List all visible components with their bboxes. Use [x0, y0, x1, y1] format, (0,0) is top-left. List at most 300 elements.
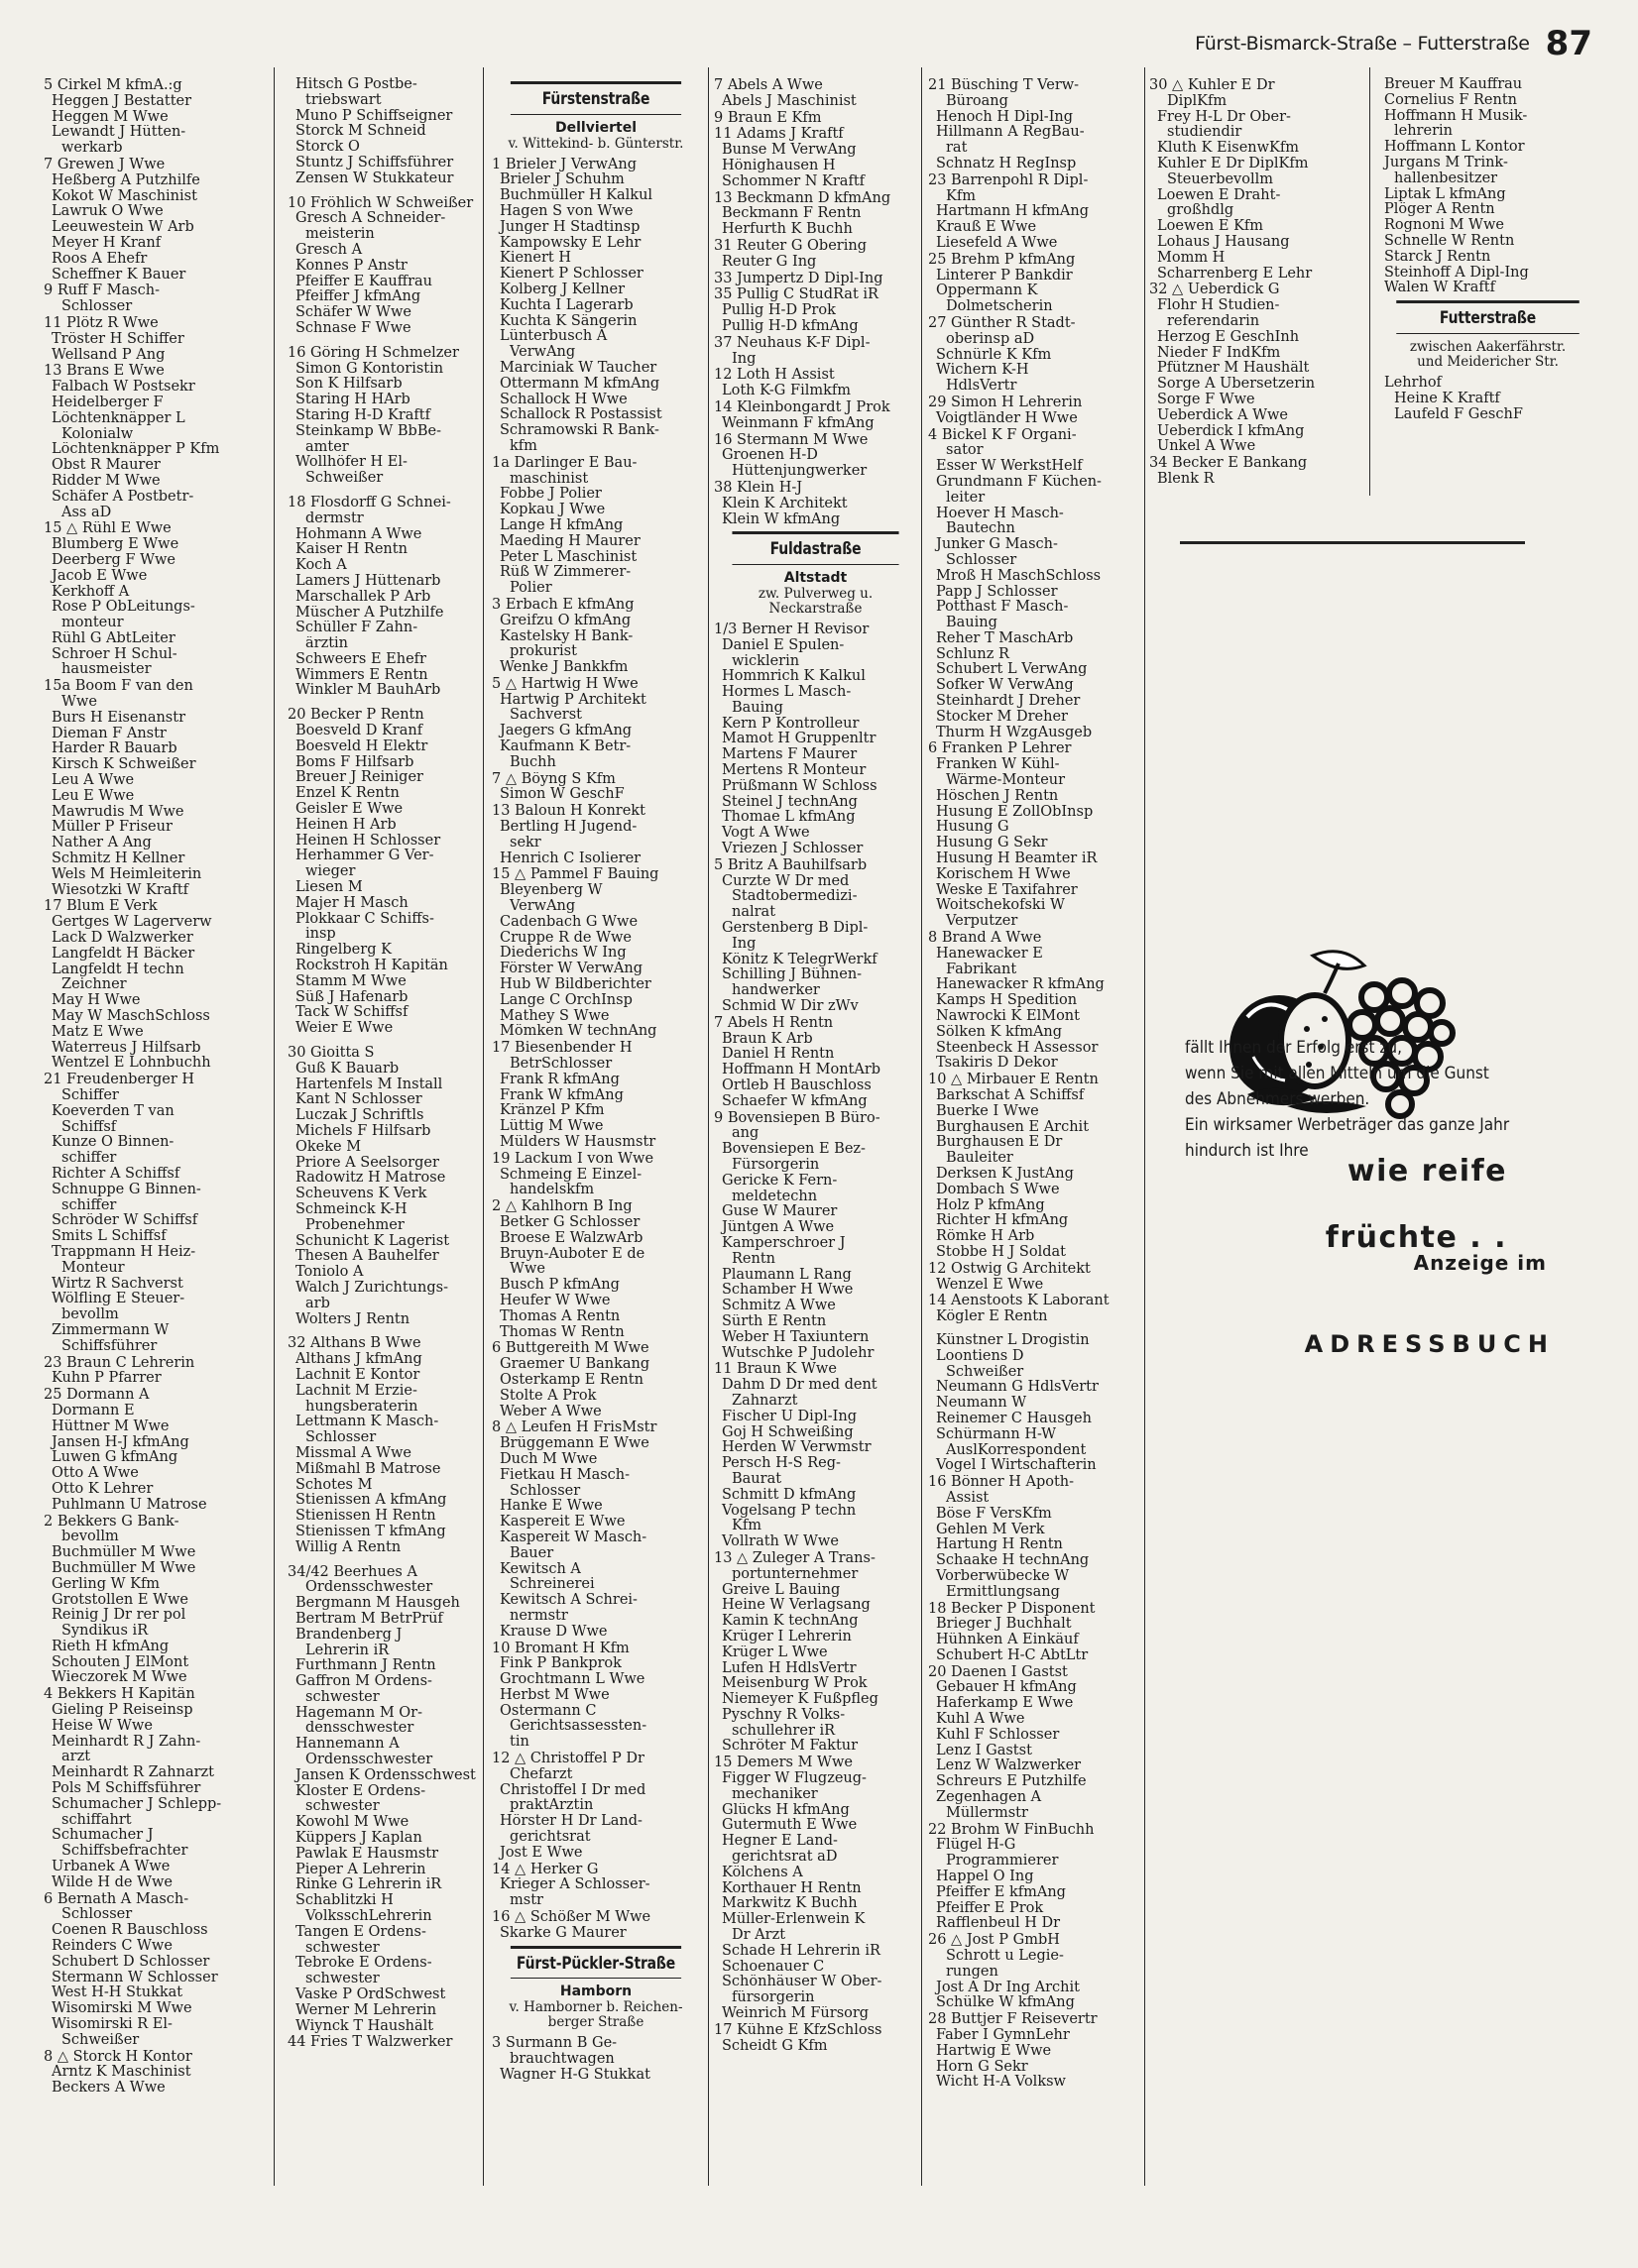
directory-entry: Böse F VersKfm	[936, 1506, 1052, 1522]
directory-entry: 12 Ostwig G Architekt	[928, 1261, 1091, 1277]
directory-entry: 25 Dormann A	[44, 1388, 150, 1404]
directory-entry: Schweißer	[305, 471, 384, 487]
directory-entry	[288, 1556, 481, 1564]
directory-entry: 33 Jumpertz D Dipl-Ing	[714, 271, 883, 286]
directory-entry: Greive L Bauing	[722, 1582, 841, 1598]
directory-entry: Sorge A Übersetzerin	[1157, 377, 1316, 393]
directory-entry: Schlunz R	[936, 646, 1009, 662]
directory-entry: VolksschLehrerin	[305, 1909, 432, 1925]
directory-entry: Kloster E Ordens-	[295, 1783, 426, 1799]
directory-entry: Kowohl M Wwe	[295, 1815, 410, 1831]
directory-entry: Kienert P Schlosser	[500, 267, 644, 283]
directory-entry: meldetechn	[732, 1189, 818, 1204]
directory-entry: Pawlak E Hausmstr	[295, 1846, 439, 1862]
directory-entry: Zimmermann W	[52, 1322, 170, 1338]
directory-entry: großhdlg	[1167, 203, 1234, 219]
directory-entry: Buchmüller M Wwe	[52, 1545, 196, 1561]
directory-entry: Storck M Schneid	[295, 124, 426, 140]
directory-entry: Leeuwestein W Arb	[52, 220, 194, 236]
directory-entry: Schmid W Dir zWv	[722, 999, 859, 1015]
directory-entry: Nieder F IndKfm	[1157, 345, 1281, 361]
directory-entry: Bunse M VerwAng	[722, 143, 857, 159]
directory-entry: Esser W WerkstHelf	[936, 459, 1083, 475]
directory-entry: Schramowski R Bank-	[500, 423, 659, 439]
directory-entry: Schreurs E Putzhilfe	[936, 1774, 1087, 1790]
directory-entry: 6 Franken P Lehrer	[928, 741, 1072, 757]
street-range: v. Hamborner b. Reichen- berger Straße	[509, 1999, 683, 2031]
directory-entry: prokurist	[510, 644, 577, 660]
directory-entry: Schablitzki H	[295, 1893, 394, 1909]
directory-entry: Franken W Kühl-	[936, 757, 1060, 773]
directory-entry: Muno P Schiffseigner	[295, 108, 453, 124]
directory-entry: Tangen E Ordens-	[295, 1924, 426, 1940]
directory-entry: Herzog E GeschInh	[1157, 329, 1300, 345]
directory-entry: Büroang	[946, 93, 1008, 109]
directory-entry: Gehlen M Verk	[936, 1522, 1045, 1537]
directory-entry: Husung H Beamter iR	[936, 851, 1098, 867]
directory-entry: Broese E WalzwArb	[500, 1230, 644, 1246]
directory-entry: Jansen H-J kfmAng	[52, 1434, 189, 1450]
directory-entry: nalrat	[732, 905, 776, 921]
directory-entry: Dormann E	[52, 1403, 135, 1418]
directory-entry: Lamers J Hüttenarb	[295, 573, 441, 589]
directory-entry: Persch H-S Reg-	[722, 1456, 841, 1472]
directory-entry: Hannemann A	[295, 1737, 400, 1753]
directory-entry: rungen	[946, 1964, 998, 1980]
directory-entry: Nather A Ang	[52, 836, 152, 851]
directory-entry: Hartung H Rentn	[936, 1537, 1063, 1553]
directory-entry: Kaufmann K Betr-	[500, 739, 632, 755]
directory-entry: Hanke E Wwe	[500, 1499, 603, 1515]
directory-entry: 12 △ Christoffel P Dr	[492, 1752, 644, 1767]
directory-entry: 2 Bekkers G Bank-	[44, 1514, 179, 1530]
directory-entry: Fischer U Dipl-Ing	[722, 1409, 857, 1424]
directory-entry: Jost E Wwe	[500, 1845, 583, 1861]
directory-entry: Reinemer C Hausgeh	[936, 1411, 1092, 1426]
directory-entry: Ass aD	[61, 505, 112, 520]
directory-entry: Staring H HArb	[295, 393, 410, 408]
directory-entry: Schubert D Schlosser	[52, 1954, 210, 1970]
directory-entry: 1a Darlinger E Bau-	[492, 455, 638, 471]
directory-entry: Brandenberg J	[295, 1627, 403, 1643]
directory-entry: Graemer U Bankang	[500, 1357, 650, 1373]
directory-entry: Osterkamp E Rentn	[500, 1372, 644, 1388]
directory-entry: 25 Brehm P kfmAng	[928, 252, 1076, 268]
directory-entry: rat	[946, 141, 968, 157]
directory-entry: Wisomirski R El-	[52, 2017, 173, 2033]
directory-entry: Schlosser	[61, 299, 133, 315]
directory-entry: arzt	[61, 1750, 91, 1765]
directory-entry: Smits L Schiffsf	[52, 1229, 167, 1245]
directory-entry: Rühl G AbtLeiter	[52, 630, 176, 646]
directory-entry: Hühnken A Einkäuf	[936, 1633, 1079, 1648]
directory-entry: 21 Büsching T Verw-	[928, 78, 1080, 93]
directory-entry: hausmeister	[61, 662, 152, 678]
district-label: Dellviertel	[554, 119, 638, 136]
directory-entry: 6 Bernath A Masch-	[44, 1891, 189, 1907]
directory-entry: Langfeldt H techn	[52, 962, 184, 977]
directory-entry: Hüttenjungwerker	[732, 464, 868, 480]
street-heading-block	[714, 531, 917, 617]
directory-entry: brauchtwagen	[510, 2052, 615, 2068]
directory-entry: Harder R Bauarb	[52, 741, 177, 757]
directory-entry: Guß K Bauarb	[295, 1061, 400, 1077]
directory-entry: 8 Brand A Wwe	[928, 931, 1042, 947]
directory-entry: Steinhoff A Dipl-Ing	[1384, 265, 1529, 281]
directory-entry: arb	[305, 1296, 330, 1311]
directory-entry: Jaegers G kfmAng	[500, 724, 633, 739]
directory-entry: Haferkamp E Wwe	[936, 1696, 1074, 1712]
directory-entry: Linterer P Bankdir	[936, 268, 1073, 284]
directory-entry: DiplKfm	[1167, 93, 1228, 109]
directory-entry: Kölchens A	[722, 1865, 803, 1880]
directory-entry: Kamin K technAng	[722, 1614, 859, 1630]
directory-entry: Höschen J Rentn	[936, 788, 1059, 804]
directory-entry: Tsakiris D Dekor	[936, 1056, 1058, 1072]
directory-entry: Heggen M Wwe	[52, 109, 169, 125]
directory-entry: Heine K Kraftf	[1394, 391, 1500, 406]
directory-entry: Ordensschwester	[305, 1580, 433, 1596]
directory-entry: Hitsch G Postbe-	[295, 77, 417, 92]
street-heading-block	[492, 81, 700, 152]
directory-entry: Mathey S Wwe	[500, 1008, 610, 1024]
directory-entry: 3 Erbach E kfmAng	[492, 597, 635, 613]
street-range: zwischen Aakerfährstr. und Meidericher Str.	[1409, 338, 1567, 370]
directory-entry: Langfeldt H Bäcker	[52, 946, 195, 962]
directory-entry: Wenke J Bankkfm	[500, 660, 629, 676]
directory-entry: Werner M Lehrerin	[295, 2002, 437, 2018]
directory-entry: Dieman F Anstr	[52, 726, 167, 741]
directory-entry: Schülke W kfmAng	[936, 1995, 1075, 2011]
directory-entry: Schmeing E Einzel-	[500, 1167, 643, 1183]
directory-entry: Pullig H-D kfmAng	[722, 318, 859, 334]
directory-entry: hallenbesitzer	[1394, 170, 1498, 186]
directory-entry: Herfurth K Buchh	[722, 222, 853, 238]
directory-entry: 34 Becker E Bankang	[1149, 456, 1308, 472]
directory-entry: Richter H kfmAng	[936, 1213, 1069, 1229]
ad-publication-name: ADRESSBUCH	[1304, 1330, 1555, 1358]
directory-entry: Bauer	[510, 1545, 554, 1561]
directory-entry: Hörster H Dr Land-	[500, 1814, 643, 1830]
directory-entry: Beckers A Wwe	[52, 2081, 166, 2097]
directory-entry: leiter	[946, 490, 986, 506]
directory-entry: Loewen E Kfm	[1157, 219, 1264, 235]
directory-entry: 13 Brans E Wwe	[44, 364, 165, 380]
directory-entry: Althans J kfmAng	[295, 1352, 422, 1368]
directory-entry: Künstner L Drogistin	[936, 1332, 1090, 1348]
directory-entry: Falbach W Postsekr	[52, 380, 195, 396]
directory-entry: Bauleiter	[946, 1151, 1013, 1167]
directory-entry: Lange H kfmAng	[500, 517, 624, 533]
directory-entry: Heidelberger F	[52, 395, 164, 410]
directory-entry: Schmitt D kfmAng	[722, 1487, 857, 1503]
directory-entry: Ing	[732, 351, 757, 367]
directory-entry: 13 Baloun H Konrekt	[492, 804, 645, 820]
directory-entry: Lewandt J Hütten-	[52, 125, 186, 141]
directory-entry: Kampowsky E Lehr	[500, 235, 642, 251]
column-rule	[274, 67, 275, 2186]
directory-entry: 14 Kleinbongardt J Prok	[714, 399, 890, 415]
directory-entry: Dombach S Wwe	[936, 1182, 1060, 1197]
directory-entry: Korthauer H Rentn	[722, 1880, 862, 1896]
directory-entry: Boms F Hilfsarb	[295, 754, 414, 770]
directory-entry: Steinkamp W BbBe-	[295, 423, 441, 439]
directory-entry: Michels F Hilfsarb	[295, 1124, 431, 1139]
directory-entry: Reuter G Ing	[722, 254, 817, 270]
directory-entry: sekr	[510, 835, 541, 850]
directory-entry: Winkler M BauhArb	[295, 683, 441, 699]
directory-entry: Ortleb H Bauschloss	[722, 1078, 872, 1094]
directory-entry: schiffer	[61, 1197, 117, 1213]
directory-entry: Lachnit E Kontor	[295, 1367, 420, 1383]
directory-entry: Stermann W Schlosser	[52, 1970, 218, 1985]
directory-entry: Pieper A Lehrerin	[295, 1862, 426, 1877]
directory-entry: Schnürle K Kfm	[936, 347, 1052, 363]
directory-entry: Richter A Schiffsf	[52, 1166, 180, 1182]
directory-entry: Simon G Kontoristin	[295, 361, 444, 377]
directory-entry: kfm	[510, 438, 537, 454]
directory-column-1	[44, 77, 272, 2174]
directory-entry: 30 △ Kuhler E Dr	[1149, 78, 1275, 93]
directory-entry: Hillmann A RegBau-	[936, 125, 1085, 141]
ad-body-line: fällt Ihnen der Erfolg erst zu,	[1185, 1038, 1402, 1058]
directory-entry: amter	[305, 439, 349, 455]
directory-entry: schullehrer iR	[732, 1723, 836, 1739]
directory-entry: Kaspereit W Masch-	[500, 1530, 647, 1545]
directory-entry: 16 △ Schößer M Wwe	[492, 1910, 651, 1926]
directory-entry: Leu A Wwe	[52, 773, 135, 789]
directory-entry: Mawrudis M Wwe	[52, 804, 184, 820]
directory-entry: portunternehmer	[732, 1566, 859, 1582]
directory-entry	[928, 1325, 1140, 1333]
directory-entry: Schiffsf	[61, 1119, 117, 1135]
directory-entry: Mertens R Monteur	[722, 763, 867, 779]
ad-body-line: hindurch ist Ihre	[1185, 1141, 1309, 1161]
directory-entry: Ing	[732, 936, 757, 952]
directory-entry: schiffer	[61, 1151, 117, 1167]
ad-body-line: wenn Sie mit allen Mitteln um die Gunst	[1185, 1064, 1489, 1083]
directory-entry: Rentn	[732, 1251, 776, 1267]
directory-entry: Sachverst	[510, 708, 583, 724]
directory-entry: Ermittlungsang	[946, 1584, 1060, 1600]
directory-entry: Schiffer	[61, 1088, 119, 1103]
directory-entry: Bleyenberg W	[500, 883, 603, 899]
directory-entry: Lenz W Walzwerker	[936, 1758, 1082, 1774]
directory-entry: Kokot W Maschinist	[52, 188, 197, 204]
directory-entry: Schürmann H-W	[936, 1426, 1056, 1442]
directory-entry: Schaefer W kfmAng	[722, 1093, 868, 1109]
directory-entry: Wollhöfer H El-	[295, 455, 408, 471]
directory-entry: 5 Britz A Bauhilfsarb	[714, 857, 868, 873]
directory-entry: Jansen K Ordensschwest	[295, 1767, 476, 1783]
directory-entry: Storck O	[295, 140, 360, 156]
directory-entry: Lehrhof	[1384, 375, 1442, 391]
directory-entry: Dolmetscherin	[946, 299, 1053, 315]
directory-entry: Wichern K-H	[936, 363, 1029, 379]
directory-entry: Schallock H Wwe	[500, 392, 628, 407]
directory-entry: Steinhardt J Dreher	[936, 694, 1081, 710]
directory-entry: densschwester	[305, 1721, 414, 1737]
directory-entry: 29 Simon H Lehrerin	[928, 395, 1083, 410]
directory-entry: Vaske P OrdSchwest	[295, 1987, 446, 2003]
directory-entry: 28 Buttjer F Reisevertr	[928, 2012, 1098, 2028]
directory-entry: BetrSchlosser	[510, 1057, 613, 1073]
directory-entry: Fürsorgerin	[732, 1158, 820, 1173]
directory-entry: mstr	[510, 1893, 543, 1909]
directory-entry: Kopkau J Wwe	[500, 503, 606, 518]
directory-entry: praktÄrztin	[510, 1798, 594, 1814]
directory-entry: Hegner E Land-	[722, 1834, 838, 1850]
directory-entry: Schüller F Zahn-	[295, 621, 418, 636]
directory-entry: Schrott u Legie-	[946, 1949, 1064, 1965]
directory-entry: Schlosser	[946, 552, 1017, 568]
directory-entry: Schilling J Bühnen-	[722, 967, 863, 983]
directory-entry: 20 Becker P Rentn	[288, 708, 424, 724]
directory-entry: Wiesotzki W Kraftf	[52, 882, 189, 898]
directory-entry: Schlosser	[61, 1907, 133, 1923]
directory-entry: Schweißer	[61, 2032, 140, 2048]
running-title: Fürst-Bismarck-Straße – Futterstraße	[1195, 33, 1530, 55]
directory-entry: Guse W Maurer	[722, 1204, 838, 1220]
directory-entry: schwester	[305, 1972, 380, 1987]
directory-entry: Tröster H Schiffer	[52, 331, 184, 347]
directory-entry: Trappmann H Heiz-	[52, 1244, 196, 1260]
directory-entry: oberinsp aD	[946, 331, 1035, 347]
directory-entry: triebswart	[305, 92, 382, 108]
directory-entry: Rafflenbeul H Dr	[936, 1916, 1061, 1932]
directory-entry: Kögler E Rentn	[936, 1309, 1048, 1325]
directory-entry: Boesveld H Elektr	[295, 738, 428, 754]
directory-entry: Cornelius F Rentn	[1384, 92, 1518, 108]
directory-entry: Thomas W Rentn	[500, 1324, 625, 1340]
directory-entry: Buchmüller H Kalkul	[500, 188, 653, 204]
directory-entry: 15a Boom F van den	[44, 679, 193, 695]
directory-entry: Wilde H de Wwe	[52, 1874, 174, 1890]
directory-entry: Kuhler E Dr DiplKfm	[1157, 156, 1309, 171]
directory-entry: Wolters J Rentn	[295, 1311, 410, 1327]
directory-entry: Scharrenberg E Lehr	[1157, 266, 1313, 282]
directory-entry: Könitz K TelegrWerkf	[722, 952, 878, 967]
directory-entry: Schreinerei	[510, 1577, 595, 1593]
directory-entry: Schmitz H Kellner	[52, 851, 185, 867]
directory-entry: Syndikus iR	[61, 1624, 149, 1640]
directory-entry: Lünterbusch A	[500, 329, 608, 345]
directory-entry: Schotes M	[295, 1477, 373, 1493]
directory-entry: Wwe	[510, 1262, 545, 1278]
directory-entry: Schallock R Postassist	[500, 407, 662, 423]
directory-entry: Figger W Flugzeug-	[722, 1771, 867, 1787]
column-rule	[1369, 67, 1370, 496]
directory-entry: Cruppe R de Wwe	[500, 930, 633, 946]
directory-entry: Ordensschwester	[305, 1753, 433, 1768]
directory-entry: 17 Kühne E KfzSchloss	[714, 2022, 882, 2038]
directory-entry: Boesveld D Kranf	[295, 724, 423, 739]
directory-entry: Hommrich K Kalkul	[722, 669, 866, 685]
directory-entry: Monteur	[61, 1260, 125, 1276]
directory-entry: Lufen H HdlsVertr	[722, 1660, 857, 1676]
directory-entry: Schäfer A Postbetr-	[52, 489, 194, 505]
directory-column-3	[492, 77, 700, 2174]
directory-entry: Waterreus J Hilfsarb	[52, 1040, 201, 1056]
directory-entry: Wisomirski M Wwe	[52, 2001, 192, 2017]
directory-entry: Duch M Wwe	[500, 1451, 598, 1467]
directory-entry: Neumann W	[936, 1396, 1027, 1412]
directory-entry: maschinist	[510, 471, 589, 487]
directory-entry: 11 Adams J Kraftf	[714, 127, 844, 143]
directory-entry: Weinmann F kfmAng	[722, 415, 875, 431]
directory-entry: schwester	[305, 1799, 380, 1815]
directory-entry: Rose P ObLeitungs-	[52, 600, 195, 616]
directory-entry: Junker G Masch-	[936, 537, 1058, 553]
directory-entry: Daniel H Rentn	[722, 1047, 835, 1063]
directory-entry: 2 △ Kahlhorn B Ing	[492, 1199, 633, 1215]
directory-entry: 7 Grewen J Wwe	[44, 157, 166, 172]
column-rule	[483, 67, 484, 2186]
directory-entry	[288, 1037, 481, 1045]
directory-entry: Gutermuth E Wwe	[722, 1818, 858, 1834]
directory-entry: Müllermstr	[946, 1805, 1028, 1821]
directory-entry: Assist	[946, 1490, 990, 1506]
directory-entry: Schnuppe G Binnen-	[52, 1182, 201, 1197]
directory-entry: Abels J Maschinist	[722, 93, 857, 109]
directory-entry: Schade H Lehrerin iR	[722, 1943, 880, 1959]
directory-entry: Jüntgen A Wwe	[722, 1220, 835, 1236]
directory-entry: Kuhl F Schlosser	[936, 1727, 1060, 1743]
directory-entry: 27 Günther R Stadt-	[928, 315, 1076, 331]
directory-entry: Pullig H-D Prok	[722, 303, 836, 319]
directory-entry: 7 Abels H Rentn	[714, 1015, 834, 1031]
directory-entry: Hanewacker E	[936, 946, 1043, 962]
ad-rule	[1180, 541, 1525, 544]
directory-entry: Meisenburg W Prok	[722, 1676, 868, 1692]
directory-entry: Furthmann J Rentn	[295, 1658, 436, 1674]
directory-entry: 30 Gioitta S	[288, 1046, 375, 1062]
directory-entry: Schlosser	[510, 1483, 581, 1499]
directory-entry: 18 Flosdorff G Schnei-	[288, 495, 451, 510]
directory-entry: Buchh	[510, 754, 556, 770]
directory-entry: 8 △ Storck H Kontor	[44, 2049, 192, 2065]
directory-entry: Wwe	[61, 695, 97, 711]
directory-entry: Sölken K kfmAng	[936, 1024, 1063, 1040]
directory-entry: Korischem H Wwe	[936, 866, 1071, 882]
directory-entry: Pfeiffer J kfmAng	[295, 289, 421, 305]
directory-entry: 23 Braun C Lehrerin	[44, 1355, 195, 1371]
directory-entry: Bergmann M Hausgeh	[295, 1596, 460, 1612]
directory-entry: Kaspereit E Wwe	[500, 1515, 626, 1531]
directory-entry: Happel O Ing	[936, 1870, 1034, 1885]
directory-entry: Beckmann F Rentn	[722, 206, 862, 222]
directory-entry: 10 △ Mirbauer E Rentn	[928, 1073, 1099, 1088]
directory-entry: Stobbe H J Soldat	[936, 1244, 1066, 1260]
directory-entry: 11 Braun K Wwe	[714, 1362, 837, 1378]
street-title: Fürst-Pückler-Straße	[511, 1946, 681, 1980]
directory-entry: Holz P kfmAng	[936, 1197, 1045, 1213]
directory-entry: Thurm H WzgAusgeb	[936, 725, 1093, 740]
directory-entry: Zensen W Stukkateur	[295, 170, 454, 186]
directory-entry: bevollm	[61, 1530, 119, 1545]
directory-entry: Löchtenknäpper L	[52, 410, 185, 426]
directory-entry: Steuerbevollm	[1167, 171, 1274, 187]
directory-entry: Glücks H kfmAng	[722, 1802, 850, 1818]
directory-entry: Süß J Hafenarb	[295, 989, 409, 1005]
directory-entry: Puhlmann U Matrose	[52, 1497, 207, 1513]
directory-entry: Kamps H Spedition	[936, 993, 1078, 1009]
directory-entry: Frank R kfmAng	[500, 1072, 620, 1087]
directory-entry: Schiffsführer	[61, 1338, 158, 1354]
directory-entry: Gresch A Schneider-	[295, 211, 446, 227]
directory-entry: Stienissen H Rentn	[295, 1509, 436, 1525]
directory-entry: Braun K Arb	[722, 1031, 813, 1047]
